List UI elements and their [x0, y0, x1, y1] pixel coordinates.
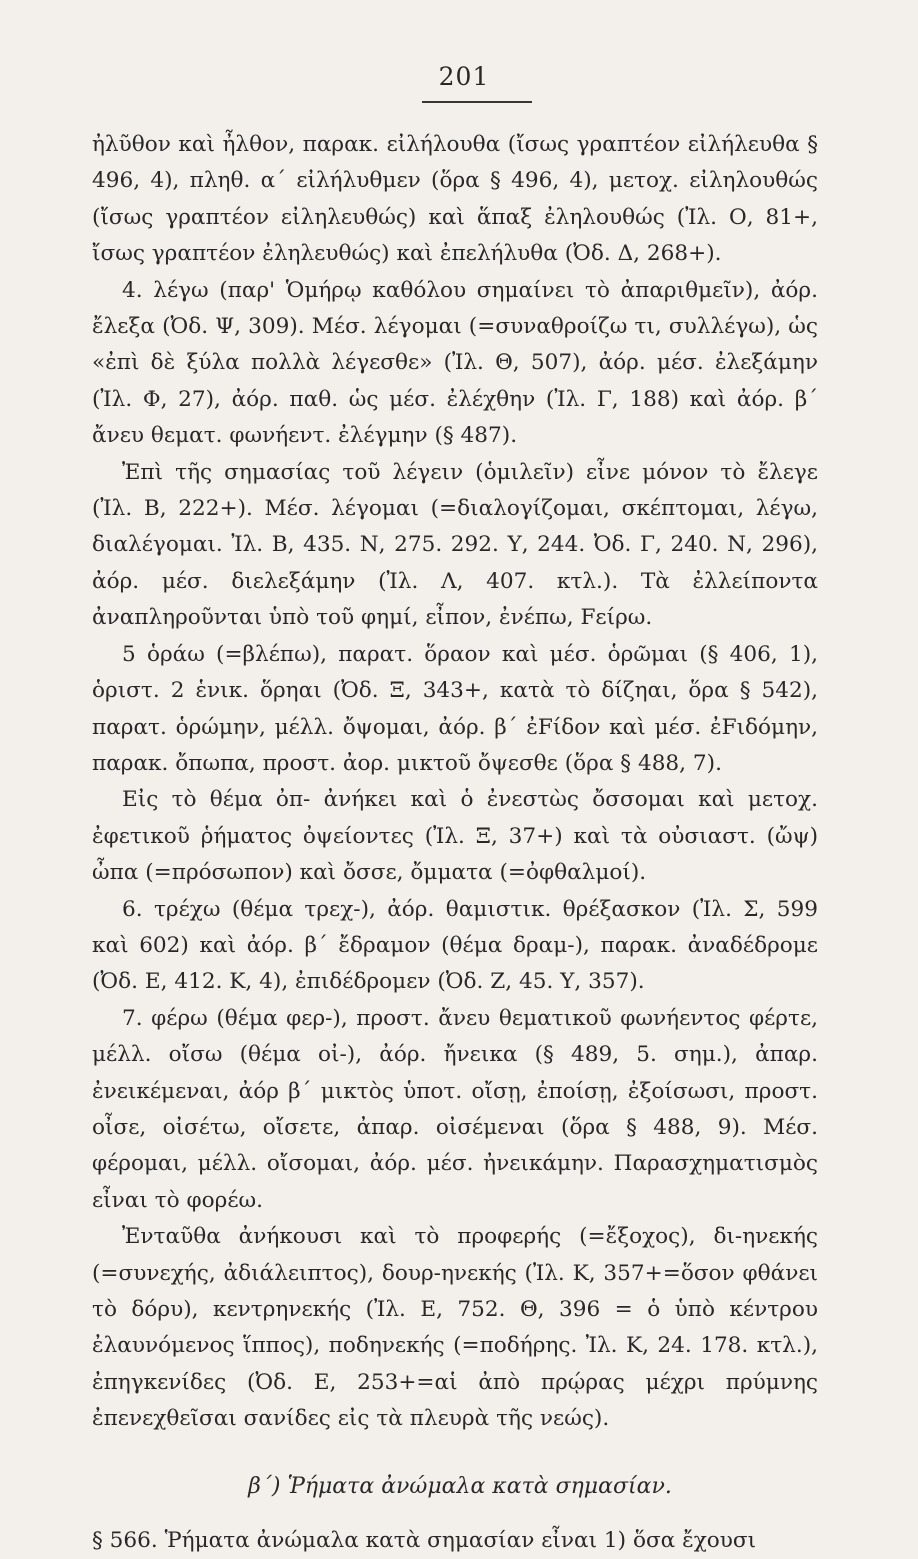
header-rule — [422, 101, 532, 103]
paragraph: 5 ὁράω (=βλέπω), παρατ. ὅραον καὶ μέσ. ὁρῶμαι (§ 406, 1), ὁριστ. 2 ἑνικ. ὅρηαι (Ὀδ. Ξ, 343+, κατὰ τὸ δίζηαι, ὅρα § 542), παρατ. ὁρώμην, μέλλ. ὄψομαι, ἀόρ. β΄ ἐFίδον καὶ μέσ. ἐFιδόμην, παρακ. ὄπωπα, προστ. ἀορ. μικτοῦ ὄψεσθε (ὅρα § 488, 7). — [92, 641, 818, 776]
paragraph: Εἰς τὸ θέμα ὀπ- ἀνήκει καὶ ὁ ἐνεστὼς ὄσσομαι καὶ μετοχ. ἐφετικοῦ ῥήματος ὀψείοντες (Ἰλ. Ξ, 37+) καὶ τὰ οὐσιαστ. (ὤψ) ὦπα (=πρόσωπον) καὶ ὄσσε, ὄμματα (=ὀφθαλμοί). — [92, 787, 818, 886]
section-heading: β΄) Ῥήματα ἀνώμαλα κατὰ σημασίαν. — [248, 1473, 672, 1499]
last-line: § 566. Ῥήματα ἀνώμαλα κατὰ σημασίαν εἶναι 1) ὅσα ἔχουσι — [92, 1527, 757, 1553]
paragraph: Ἐπὶ τῆς σημασίας τοῦ λέγειν (ὁμιλεῖν) εἶνε μόνον τὸ ἔλεγε (Ἰλ. Β, 222+). Μέσ. λέγομαι (=διαλογίζομαι, σκέπτομαι, λέγω, διαλέγομαι. Ἰλ. Β, 435. Ν, 275. 292. Υ, 244. Ὀδ. Γ, 240. Ν, 296), ἀόρ. μέσ. διελεξάμην (Ἰλ. Λ, 407. κτλ.). Τὰ ἐλλείποντα ἀναπληροῦνται ὑπὸ τοῦ φημί, εἶπον, ἐνέπω, Fείρω. — [92, 459, 818, 631]
paragraph: ἠλῦθον καὶ ἦλθον, παρακ. εἰλήλουθα (ἴσως γραπτέον εἰλήλευθα § 496, 4), πληθ. α΄ εἰλήλυθμεν (ὅρα § 496, 4), μετοχ. εἰληλουθώς (ἴσως γραπτέον εἰληλευθώς) καὶ ἅπαξ ἐληλουθώς (Ἰλ. Ο, 81+, ἴσως γραπτέον ἐληλευθώς) καὶ ἐπελήλυθα (Ὀδ. Δ, 268+). — [92, 132, 818, 267]
body-text — [92, 127, 818, 1438]
paragraph: 6. τρέχω (θέμα τρεχ-), ἀόρ. θαμιστικ. θρέξασκον (Ἰλ. Σ, 599 καὶ 602) καὶ ἀόρ. β΄ ἔδραμον (θέμα δραμ-), παρακ. ἀναδέδρομε (Ὀδ. Ε, 412. Κ, 4), ἐπιδέδρομεν (Ὀδ. Ζ, 45. Υ, 357). — [92, 896, 818, 995]
page-number: 201 — [438, 62, 490, 91]
paragraph: Ἐνταῦθα ἀνήκουσι καὶ τὸ προφερής (=ἔξοχος), δι-ηνεκής (=συνεχής, ἀδιάλειπτος), δουρ-ηνεκής (Ἰλ. Κ, 357+=ὅσον φθάνει τὸ δόρυ), κεντρηνεκής (Ἰλ. Ε, 752. Θ, 396 = ὁ ὑπὸ κέντρου ἐλαυνόμενος ἵππος), ποδηνεκής (=ποδήρης. Ἰλ. Κ, 24. 178. κτλ.), ἐπηγκενίδες (Ὀδ. Ε, 253+=αἱ ἀπὸ πρῴρας μέχρι πρύμνης ἐπενεχθεῖσαι σανίδες εἰς τὰ πλευρὰ τῆς νεώς). — [92, 1224, 818, 1432]
paragraph: 7. φέρω (θέμα φερ-), προστ. ἄνευ θεματικοῦ φωνήεντος φέρτε, μέλλ. οἴσω (θέμα οἰ-), ἀόρ. ἤνεικα (§ 489, 5. σημ.), ἀπαρ. ἐνεικέμεναι, ἀόρ β΄ μικτὸς ὑποτ. οἴσῃ, ἐποίσῃ, ἐξοίσωσι, προστ. οἶσε, οἰσέτω, οἴσετε, ἀπαρ. οἰσέμεναι (ὅρα § 488, 9). Μέσ. φέρομαι, μέλλ. οἴσομαι, ἀόρ. μέσ. ἠνεικάμην. Παρασχηματισμὸς εἶναι τὸ φορέω. — [92, 1005, 818, 1213]
paragraph: 4. λέγω (παρ' Ὁμήρῳ καθόλου σημαίνει τὸ ἀπαριθμεῖν), ἀόρ. ἔλεξα (Ὀδ. Ψ, 309). Μέσ. λέγομαι (=συναθροίζω τι, συλλέγω), ὡς «ἐπὶ δὲ ξύλα πολλὰ λέγεσθε» (Ἰλ. Θ, 507), ἀόρ. μέσ. ἐλεξάμην (Ἰλ. Φ, 27), ἀόρ. παθ. ὡς μέσ. ἐλέχθην (Ἰλ. Γ, 188) καὶ ἀόρ. β΄ ἄνευ θεματ. φωνήεντ. ἐλέγμην (§ 487). — [92, 277, 818, 449]
